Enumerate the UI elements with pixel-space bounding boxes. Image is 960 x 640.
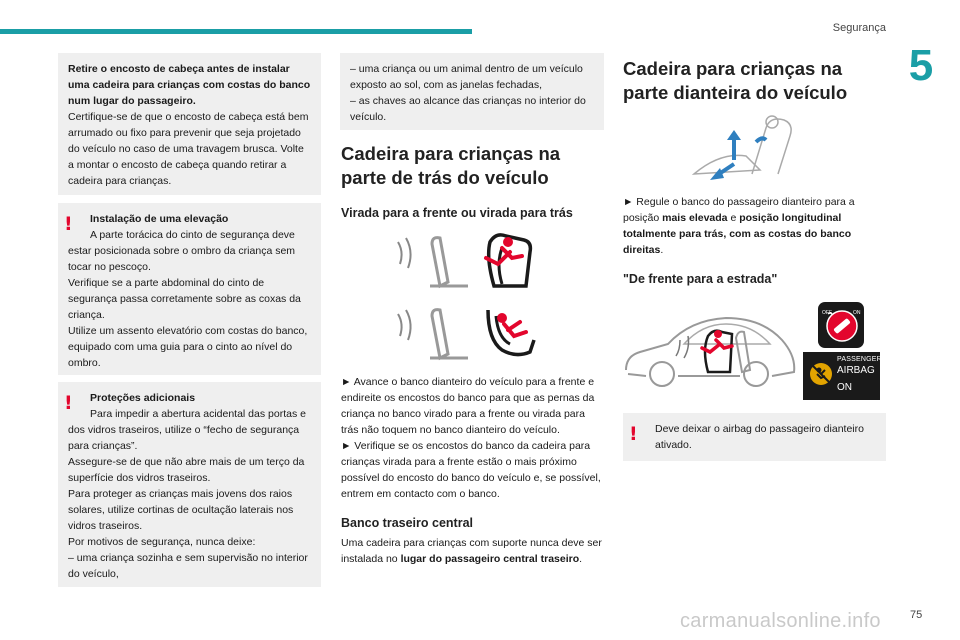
protection-p1: Para impedir a abertura acidental das portas e dos vidros traseiros, utilize o “fecho de segurança para crianças”. bbox=[68, 408, 306, 452]
booster-warning-box bbox=[58, 203, 321, 375]
headrest-note-box bbox=[58, 53, 321, 195]
warning-icon: ! bbox=[64, 392, 73, 414]
center-seat-subtitle: Banco traseiro central bbox=[341, 516, 473, 530]
indicator-line-2: AIRBAG bbox=[837, 365, 875, 376]
rear-seat-instructions bbox=[341, 374, 603, 502]
protection-warning-box bbox=[58, 382, 321, 587]
orientation-subtitle: Virada para a frente ou virada para trás bbox=[341, 206, 573, 220]
booster-p2: Verifique se a parte abdominal do cinto de segurança passa corretamente sobre as coxas da criança. bbox=[68, 277, 301, 321]
center-seat-text-end: . bbox=[579, 553, 583, 565]
instruction-1: ► Avance o banco dianteiro do veículo para a frente e endireite os encostos do banco para que as pernas da criança no banco virado para a frente ou virada para trás não toquem no banco dianteiro do veículo. bbox=[341, 376, 595, 436]
protection-title: Proteções adicionais bbox=[90, 392, 196, 404]
booster-p3: Utilize um assento elevatório com costas do banco, equipado com uma guia para o cinto ao nível do ombro. bbox=[68, 325, 308, 369]
page-number: 75 bbox=[910, 609, 923, 621]
watermark: carmanualsonline.info bbox=[680, 610, 881, 632]
seat-adjustment-illustration bbox=[690, 112, 800, 182]
booster-title: Instalação de uma elevação bbox=[90, 213, 229, 225]
protection-p2: Assegure-se de que não abre mais de um terço da superfície dos vidros traseiros. bbox=[68, 456, 305, 484]
continuation-line-2: – as chaves ao alcance das crianças no interior do veículo. bbox=[350, 95, 586, 123]
center-seat-text bbox=[341, 535, 605, 567]
continuation-line-1: – uma criança ou um animal dentro de um veículo exposto ao sol, com as janelas fechadas, bbox=[350, 63, 583, 91]
section-title: Segurança bbox=[832, 22, 886, 34]
front-instruction-bold-1: mais elevada bbox=[662, 212, 728, 224]
front-seat-instruction bbox=[623, 194, 885, 258]
airbag-warning-box bbox=[623, 413, 886, 461]
front-instruction-end: . bbox=[660, 244, 664, 256]
rear-seat-title: Cadeira para crianças na parte de trás do veículo bbox=[341, 143, 561, 188]
front-instruction-a: ► Regule o banco do passageiro dianteiro para a posição bbox=[623, 196, 855, 224]
warning-icon: ! bbox=[64, 213, 73, 235]
indicator-line-1: PASSENGER bbox=[837, 356, 882, 363]
rear-facing-seat-illustration bbox=[390, 300, 540, 362]
protection-p5: – uma criança sozinha e sem supervisão no interior do veículo, bbox=[68, 552, 308, 580]
front-instruction-bold-2: posição longitudinal totalmente para trás, com as costas do banco direitas bbox=[623, 212, 852, 256]
protection-p4: Por motivos de segurança, nunca deixe: bbox=[68, 536, 256, 548]
front-instruction-and: e bbox=[730, 212, 737, 224]
indicator-line-3: ON bbox=[837, 382, 852, 393]
switch-on-label: ON bbox=[853, 310, 861, 316]
headrest-note-bold: Retire o encosto de cabeça antes de instalar uma cadeira para crianças com costas do banco num lugar do passageiro. bbox=[68, 63, 311, 107]
booster-p1: A parte torácica do cinto de segurança deve estar posicionada sobre o ombro da criança sem tocar no pescoço. bbox=[68, 229, 296, 273]
instruction-2: ► Verifique se os encostos do banco da cadeira para crianças virada para a frente estão o mais próximo possível do encosto do banco do veículo e, se possível, entrem em contacto com o banco. bbox=[341, 440, 601, 500]
forward-facing-subtitle: "De frente para a estrada" bbox=[623, 272, 778, 286]
warning-icon: ! bbox=[629, 423, 638, 445]
continuation-box bbox=[340, 53, 604, 130]
chapter-number: 5 bbox=[908, 41, 934, 90]
headrest-note-text: Certifique-se de que o encosto de cabeça está bem arrumado ou fixo para prevenir que seja projetado do veículo no caso de uma travagem brusca. Volte a montar o encosto de cabeça quando retirar a cadeira para crianças. bbox=[68, 111, 309, 187]
airbag-warning-text: Deve deixar o airbag do passageiro dianteiro ativado. bbox=[655, 423, 864, 451]
front-seat-title: Cadeira para crianças na parte dianteira do veículo bbox=[623, 58, 848, 103]
protection-p3: Para proteger as crianças mais jovens dos raios solares, utilize cortinas de ocultação laterais nos vidros traseiros. bbox=[68, 488, 294, 532]
forward-facing-seat-illustration bbox=[390, 228, 540, 290]
center-seat-text-bold: lugar do passageiro central traseiro bbox=[400, 553, 580, 565]
airbag-indicator-icon bbox=[809, 362, 833, 386]
passenger-airbag-indicator bbox=[803, 352, 880, 400]
center-seat-text-a: Uma cadeira para crianças com suporte nunca deve ser instalada no bbox=[341, 537, 602, 565]
header-accent-bar bbox=[0, 29, 472, 34]
airbag-switch-illustration bbox=[818, 302, 864, 348]
switch-off-label: OFF bbox=[822, 310, 832, 316]
car-with-child-seat-illustration bbox=[622, 310, 800, 390]
